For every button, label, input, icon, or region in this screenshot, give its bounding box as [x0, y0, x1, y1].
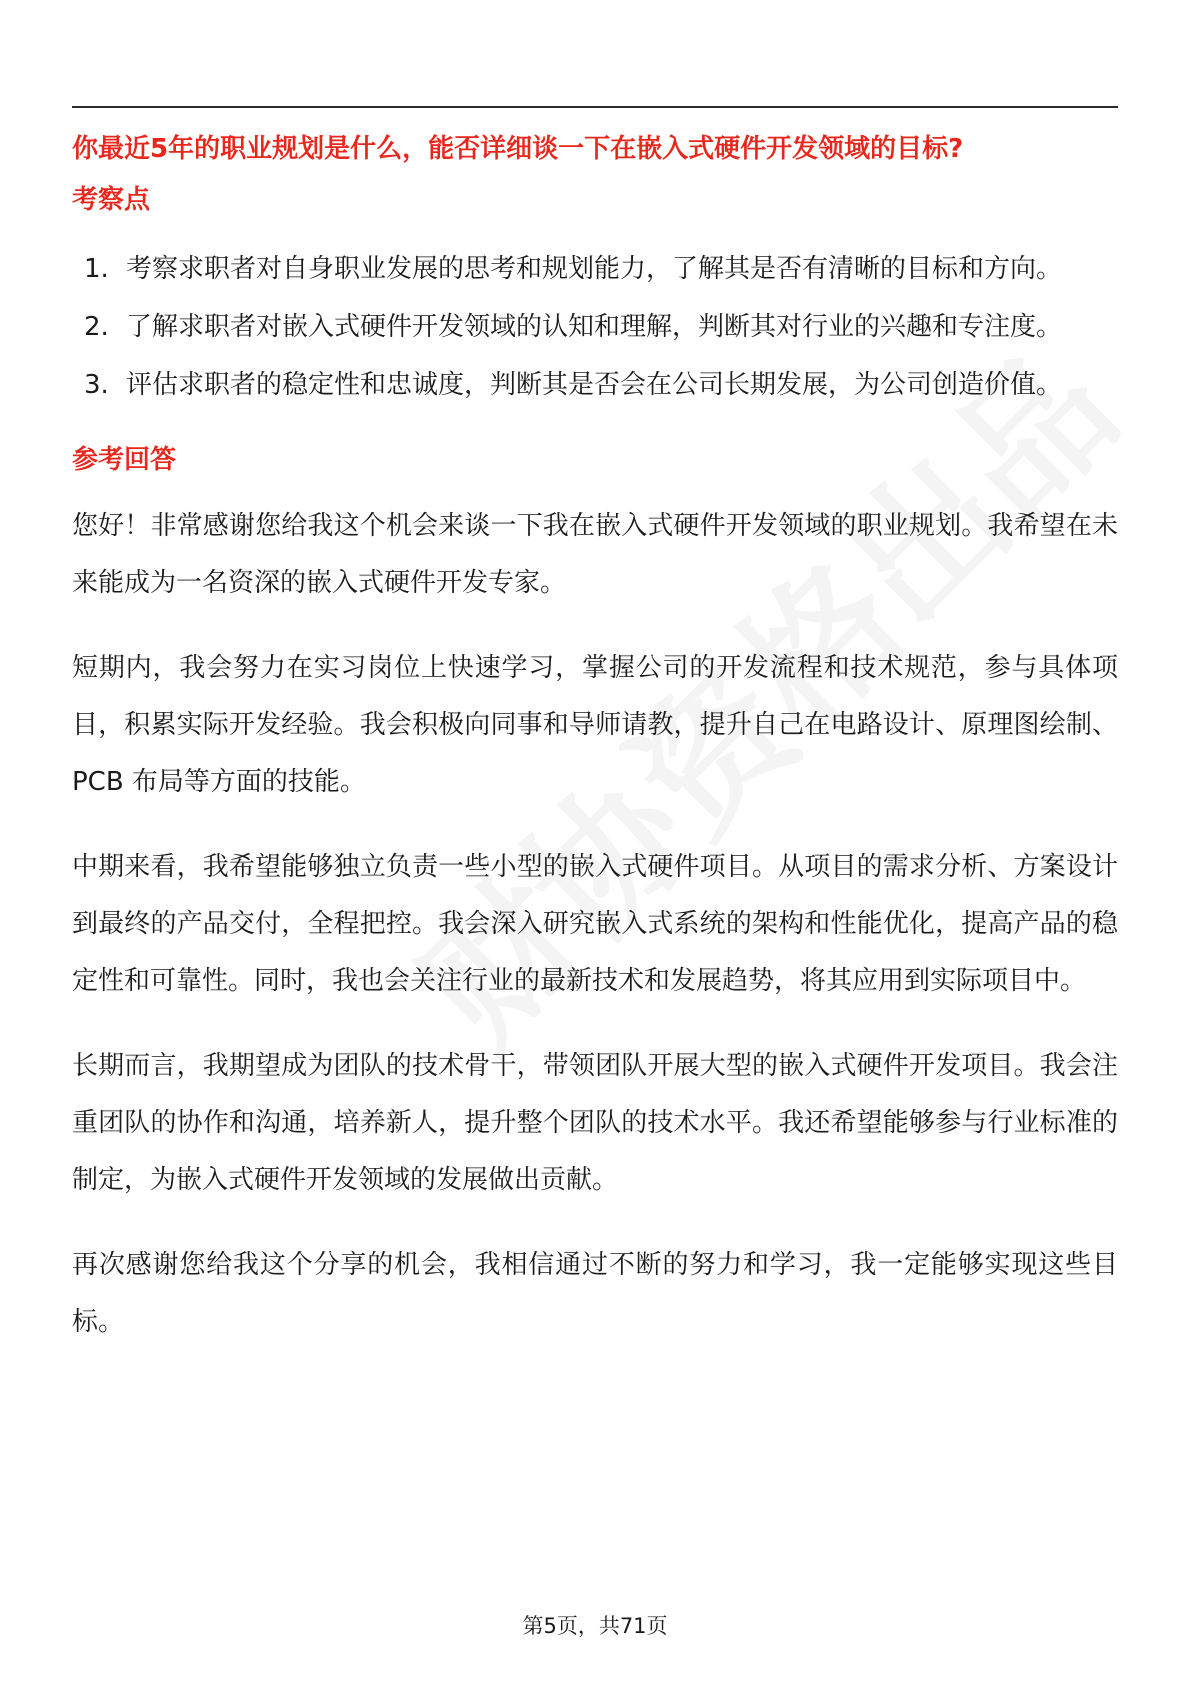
- answer-heading: 参考回答: [72, 445, 177, 475]
- list-item-text: 了解求职者对嵌入式硬件开发领域的认知和理解，判断其对行业的兴趣和专注度。: [126, 312, 1063, 342]
- points-list: [72, 240, 1118, 414]
- answer-paragraph: 再次感谢您给我这个分享的机会，我相信通过不断的努力和学习，我一定能够实现这些目标。: [72, 1250, 1118, 1337]
- list-item-text: 评估求职者的稳定性和忠诚度，判断其是否会在公司长期发展，为公司创造价值。: [126, 370, 1063, 400]
- list-item-text: 考察求职者对自身职业发展的思考和规划能力，了解其是否有清晰的目标和方向。: [126, 254, 1063, 284]
- list-item: [72, 356, 1118, 414]
- list-number: 3.: [84, 370, 109, 400]
- question-title: 你最近5年的职业规划是什么，能否详细谈一下在嵌入式硬件开发领域的目标?: [72, 134, 964, 164]
- points-heading: 考察点: [72, 185, 151, 215]
- list-item: [72, 298, 1118, 356]
- list-number: 2.: [84, 312, 109, 342]
- page-content: [72, 128, 1118, 1379]
- answer-paragraph: 中期来看，我希望能够独立负责一些小型的嵌入式硬件项目。从项目的需求分析、方案设计到最终的产品交付，全程把控。我会深入研究嵌入式系统的架构和性能优化，提高产品的稳定性和可靠性。同时，我也会关注行业的最新技术和发展趋势，将其应用到实际项目中。: [72, 852, 1118, 996]
- answer-paragraph: 长期而言，我期望成为团队的技术骨干，带领团队开展大型的嵌入式硬件开发项目。我会注重团队的协作和沟通，培养新人，提升整个团队的技术水平。我还希望能够参与行业标准的制定，为嵌入式硬件开发领域的发展做出贡献。: [72, 1051, 1118, 1195]
- answer-paragraph: 短期内，我会努力在实习岗位上快速学习，掌握公司的开发流程和技术规范，参与具体项目，积累实际开发经验。我会积极向同事和导师请教，提升自己在电路设计、原理图绘制、PCB 布局等方面的技能。: [72, 653, 1118, 797]
- answer-body: [72, 498, 1118, 1351]
- list-number: 1.: [84, 254, 109, 284]
- header-divider: [72, 106, 1118, 108]
- list-item: [72, 240, 1118, 298]
- page-number: 第5页，共71页: [522, 1614, 668, 1638]
- answer-paragraph: 您好！非常感谢您给我这个机会来谈一下我在嵌入式硬件开发领域的职业规划。我希望在未来能成为一名资深的嵌入式硬件开发专家。: [72, 511, 1118, 598]
